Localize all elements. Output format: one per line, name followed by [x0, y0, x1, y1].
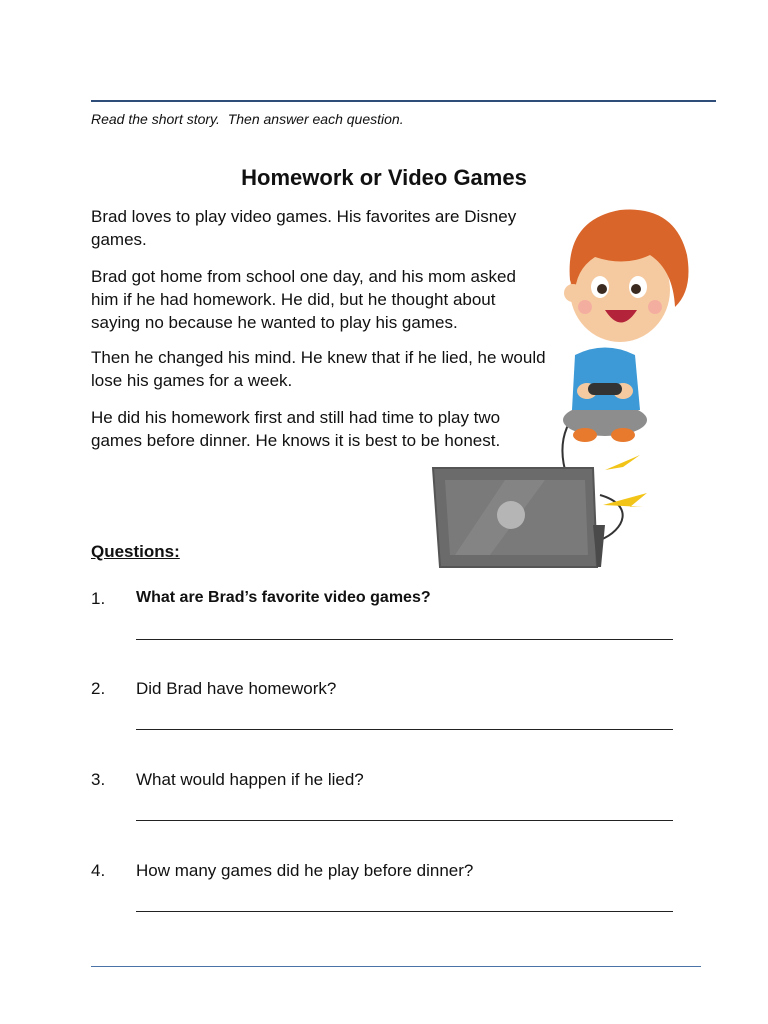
question-1 — [91, 589, 681, 649]
answer-line[interactable] — [136, 639, 673, 640]
questions-heading: Questions: — [91, 542, 180, 561]
page-title: Homework or Video Games — [241, 165, 527, 190]
question-number: 4. — [91, 861, 106, 880]
question-text: How many games did he play before dinner? — [136, 861, 474, 880]
top-rule — [91, 100, 716, 102]
answer-line[interactable] — [136, 911, 673, 912]
bottom-rule — [91, 966, 701, 967]
question-number: 3. — [91, 770, 106, 789]
question-text: What are Brad’s favorite video games? — [136, 589, 431, 606]
question-2 — [91, 679, 681, 739]
question-text: Did Brad have homework? — [136, 679, 337, 698]
question-number: 1. — [91, 589, 106, 608]
story-paragraph-3: Then he changed his mind. He knew that if he lied, he would lose his games for a week. — [91, 348, 546, 390]
boy-gaming-illustration — [425, 195, 725, 575]
question-text: What would happen if he lied? — [136, 770, 364, 789]
answer-line[interactable] — [136, 729, 673, 730]
lightning-bolt-2 — [603, 493, 647, 507]
instructions: Read the short story. Then answer each question. — [91, 111, 404, 127]
story-paragraph-1: Brad loves to play video games. His favorites are Disney games. — [91, 207, 517, 249]
question-3 — [91, 770, 681, 830]
game-controller-icon — [588, 383, 622, 395]
lightning-bolt-1 — [605, 455, 640, 470]
question-number: 2. — [91, 679, 106, 698]
shirt — [572, 348, 640, 411]
story-paragraph-2: Brad got home from school one day, and his mom asked him if he had homework. He did, but he thought about saying no because he wanted to play his games. — [91, 267, 516, 332]
question-4 — [91, 861, 681, 921]
story-paragraph-4: He did his homework first and still had time to play two games before dinner. He knows it is best to be honest. — [91, 408, 501, 450]
laptop-logo-icon — [497, 501, 525, 529]
answer-line[interactable] — [136, 820, 673, 821]
